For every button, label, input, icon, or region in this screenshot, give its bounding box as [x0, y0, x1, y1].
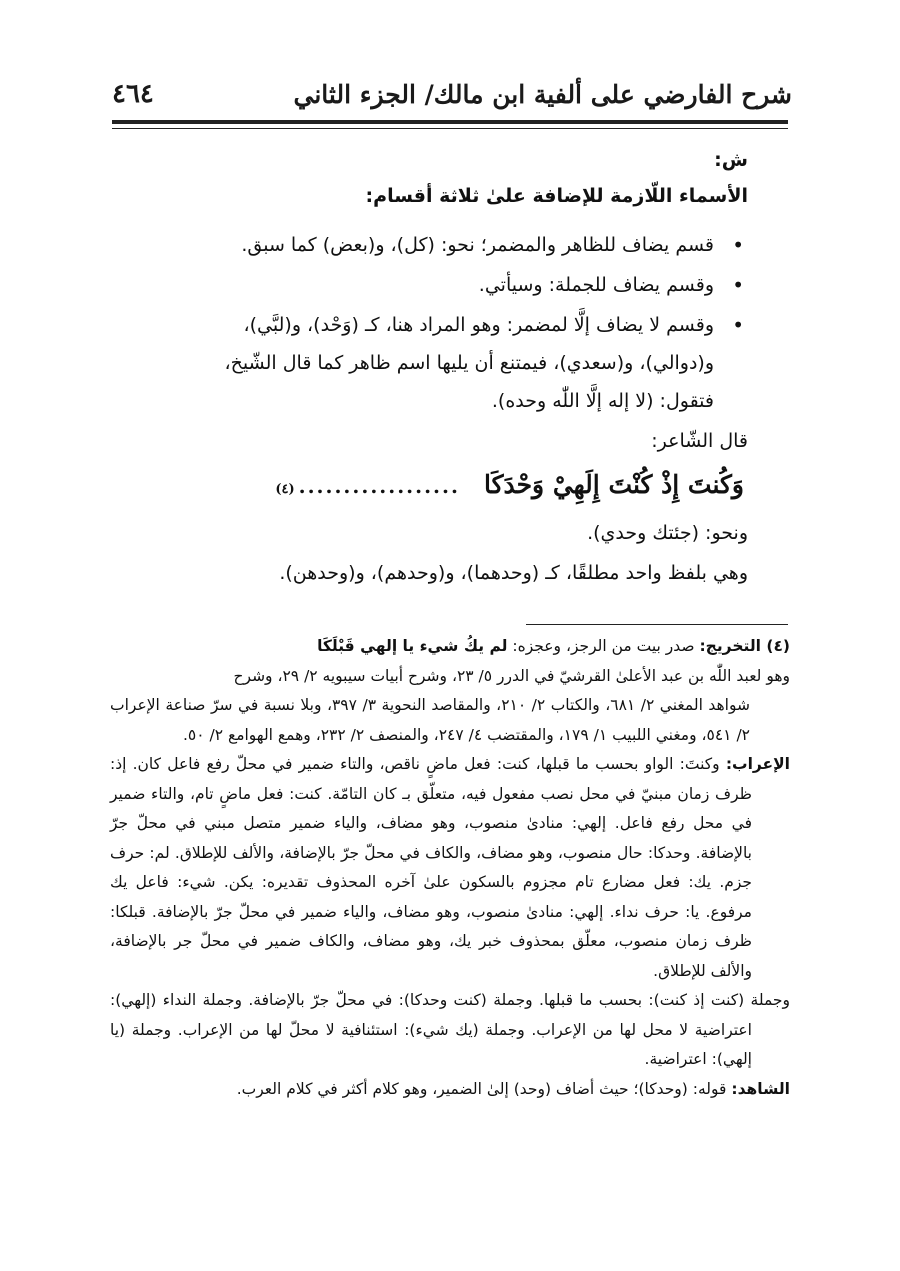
sh-label: ش:	[714, 149, 748, 171]
hemistich: لم يكُ شيء يا إلهي قَبْلَكَا	[317, 637, 508, 655]
irab-paragraph	[110, 750, 790, 986]
section-heading: الأسماء اللّازمة للإضافة علىٰ ثلاثة أقسام:	[365, 185, 748, 207]
list-item: • وقسم يضاف للجملة: وسيأتي.	[190, 266, 748, 304]
example-line: ونحو: (جئتك وحدي).	[587, 522, 748, 544]
shahid-paragraph	[110, 1075, 790, 1105]
list-item: • وقسم لا يضاف إلَّا لمضمر: وهو المراد هنا، كـ (وَحْد)، و(لبَّي)، و(دوالي)، و(سعدي)، فيمتنع أن يليها اسم ظاهر كما قال الشّيخ، فتقول: (لا إله إلَّا اللّٰه وحده).	[190, 306, 748, 420]
category-list	[190, 226, 748, 420]
shahid-label: الشاهد:	[731, 1079, 790, 1098]
list-item: • قسم يضاف للظاهر والمضمر؛ نحو: (كل)، و(بعض) كما سبق.	[190, 226, 748, 264]
shahid-text: قوله: (وحدكا)؛ حيث أضاف (وحد) إلىٰ الضمير، وهو كلام أكثر في كلام العرب.	[236, 1079, 727, 1098]
jumal-paragraph: وجملة (كنت إذ كنت): بحسب ما قبلها. وجملة (كنت وحدكا): في محلّ جرّ بالإضافة. وجملة النداء (إلهي): اعتراضية لا محل لها من الإعراب. وجملة (يك شيء): استئنافية لا محلّ لها من الإعراب. وجملة (يا إلهي): اعتراضية.	[110, 991, 790, 1068]
main-text	[190, 140, 748, 593]
note-line: وهي بلفظ واحد مطلقًا، كـ (وحدهما)، و(وحدهم)، و(وحدهن).	[279, 562, 748, 584]
footnote-separator	[526, 624, 788, 625]
header-rule-thin	[112, 128, 788, 129]
page-number: ٤٦٤	[112, 79, 154, 109]
footnotes	[110, 632, 790, 1104]
sources-continued: شواهد المغني ٢/ ٦٨١، والكتاب ٢/ ٢١٠، والمقاصد النحوية ٣/ ٣٩٧، وبلا نسبة في سرّ صناعة الإعراب ٢/ ٥٤١، ومغني اللبيب ١/ ١٧٩، والمقتضب ٤/ ٢٤٧، والمنصف ٢/ ٢٣٢، وهمع الهوامع ٢/ ٥٠.	[110, 696, 750, 744]
verse-dots: ..................	[298, 474, 460, 498]
irab-label: الإعراب:	[725, 755, 790, 773]
takhrij-label: (٤) التخريج:	[699, 637, 790, 655]
header-rule-thick	[112, 120, 788, 124]
verse-line	[190, 470, 748, 499]
sources-line: وهو لعبد اللّٰه بن عبد الأعلىٰ القرشيّ في الدرر ٥/ ٢٣، وشرح أبيات سيبويه ٢/ ٢٩، وشرح	[233, 666, 790, 685]
footnote-marker: (٤)	[275, 482, 295, 497]
irab-text: وكنتَ: الواو بحسب ما قبلها، كنت: فعل ماضٍ ناقص، والتاء ضمير في محلّ رفع فاعل كان. إذ: ظرف زمان مبنيّ في محل نصب مفعول فيه، متعلّق بـ كان التامّة. كنت: فعل ماضٍ تام، والتاء ضمير في محل رفع فاعل. إلهي: منادىٰ منصوب، وهو مضاف، والياء ضمير متصل مبني في محلّ جرّ بالإضافة. وحدكا: حال منصوب، وهو مضاف، والكاف في محلّ جرّ بالإضافة، والألف للإطلاق. لم: حرف جزم. يك: فعل مضارع تام مجزوم بالسكون علىٰ آخره المحذوف تقديره: يكن. شيء: فاعل يك مرفوع. يا: حرف نداء. إلهي: منادىٰ منصوب، وهو مضاف، والياء ضمير في محلّ جرّ بالإضافة. قبلكا: ظرف زمان منصوب، معلّق بمحذوف خبر يك، وهو مضاف، والكاف ضمير في محلّ جر بالإضافة، والألف للإطلاق.	[110, 755, 752, 980]
verse-text: وَكُنتَ إِذْ كُنْتَ إِلَهِيْ وَحْدَكَا	[483, 470, 744, 499]
running-title: شرح الفارضي على ألفية ابن مالك/ الجزء الثاني	[293, 79, 792, 109]
page-header	[112, 72, 792, 116]
poet-intro: قال الشّاعر:	[651, 430, 748, 452]
takhrij-text: صدر بيت من الرجز، وعجزه:	[512, 637, 695, 655]
takhrij-paragraph	[110, 632, 790, 662]
